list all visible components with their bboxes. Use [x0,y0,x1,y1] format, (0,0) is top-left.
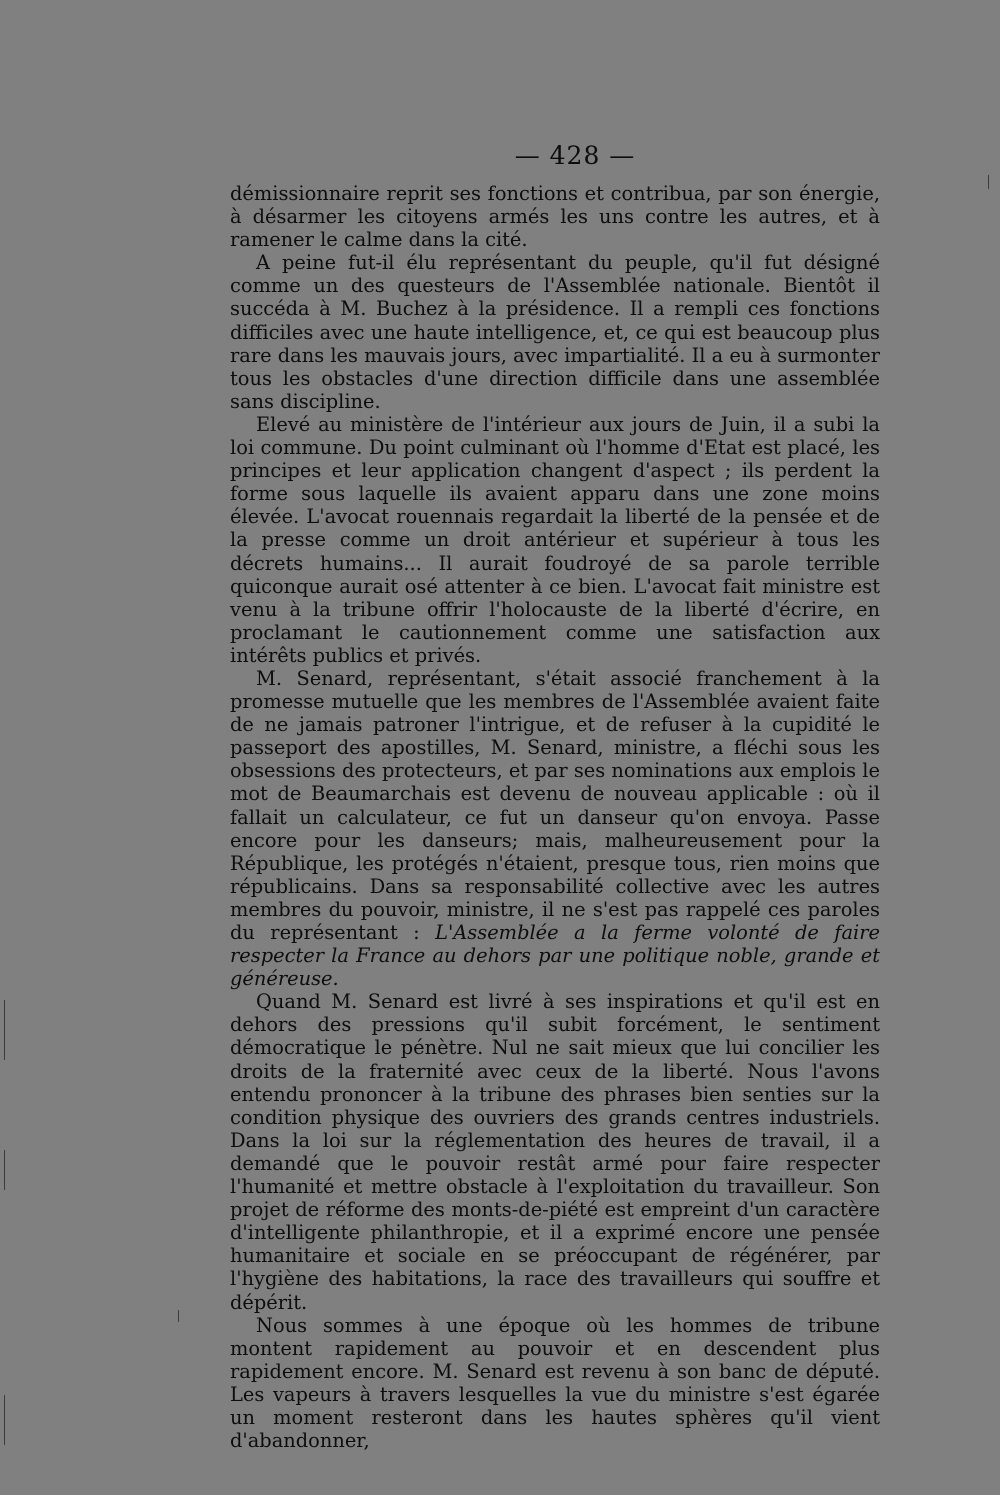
paragraph-1-text: démissionnaire reprit ses fonctions et contribua, par son énergie, à désarmer les citoyens armés les uns contre les autres, et à ramener le calme dans la cité. [230,182,880,252]
paragraph-3 [230,413,880,667]
paragraph-4-quote: L'Assemblée a la ferme volonté de faire respecter la France au dehors par une politique noble, grande et généreuse. [230,921,880,991]
paragraph-1 [230,182,880,251]
scan-mark-left-1 [4,1000,5,1060]
page-number: — 428 — [514,141,636,170]
document-page [230,140,880,1452]
scan-mark-left-2 [4,1150,5,1190]
paragraph-2-text: A peine fut-il élu représentant du peuple, qu'il fut désigné comme un des questeurs de l'Assemblée nationale. Bientôt il succéda à M. Buchez à la présidence. Il a rempli ces fonctions difficiles avec une haute intelligence, et, ce qui est beaucoup plus rare dans les mauvais jours, avec impartialité. Il a eu à surmonter tous les obstacles d'une direction difficile dans une assemblée sans discipline. [230,251,880,413]
paragraph-4 [230,667,880,990]
paragraph-5-text: Quand M. Senard est livré à ses inspirations et qu'il est en dehors des pressions qu'il subit forcément, le sentiment démocratique le pénètre. Nul ne sait mieux que lui concilier les droits de la fraternité avec ceux de la liberté. Nous l'avons entendu prononcer à la tribune des phrases bien senties sur la condition physique des ouvriers des grands centres industriels. Dans la loi sur la réglementation des heures de travail, il a demandé que le pouvoir restât armé pour faire respecter l'humanité et mettre obstacle à l'exploitation du travailleur. Son projet de réforme des monts-de-piété est empreint d'un caractère d'intelligente philanthropie, et il a exprimé encore une pensée humanitaire et sociale en se préoccupant de régénérer, par l'hygiène des habitations, la race des travailleurs qui souffre et dépérit. [230,990,880,1314]
paragraph-6-text: Nous sommes à une époque où les hommes de tribune montent rapidement au pouvoir et en descendent plus rapidement encore. M. Senard est revenu à son banc de député. Les vapeurs à travers lesquelles la vue du ministre s'est égarée un moment resteront dans les hautes sphères qu'il vient d'abandonner, [230,1313,880,1453]
paragraph-4-text: M. Senard, représentant, s'était associé franchement à la promesse mutuelle que les membres de l'Assemblée avaient faite de ne jamais patroner l'intrigue, et de refuser à la cupidité le passeport des apostilles, M. Senard, ministre, a fléchi sous les obsessions des protecteurs, et par ses nominations aux emplois le mot de Beaumarchais est devenu de nouveau applicable : où il fallait un calculateur, ce fut un danseur qu'on envoya. Passe encore pour les danseurs; mais, malheureusement pour la République, les protégés n'étaient, presque tous, rien moins que républicains. Dans sa responsabilité collective avec les autres membres du pouvoir, ministre, il ne s'est pas rappelé ces paroles du représentant : [230,666,880,944]
paragraph-6 [230,1314,880,1453]
paragraph-5 [230,990,880,1313]
paragraph-2 [230,251,880,413]
scan-mark-left-4 [178,1310,179,1322]
scan-mark-left-3 [4,1395,5,1445]
scan-mark-right [988,175,989,189]
paragraph-3-text: Elevé au ministère de l'intérieur aux jours de Juin, il a subi la loi commune. Du point culminant où l'homme d'Etat est placé, les principes et leur application changent d'aspect ; ils perdent la forme sous laquelle ils avaient apparu dans une zone moins élevée. L'avocat rouennais regardait la liberté de la pensée et de la presse comme un droit antérieur et supérieur à tous les décrets humains... Il aurait foudroyé de sa parole terrible quiconque aurait osé attenter à ce bien. L'avocat fait ministre est venu à la tribune offrir l'holocauste de la liberté d'écrire, en proclamant le cautionnement comme une satisfaction aux intérêts publics et privés. [230,412,880,667]
body-text [230,182,880,1452]
